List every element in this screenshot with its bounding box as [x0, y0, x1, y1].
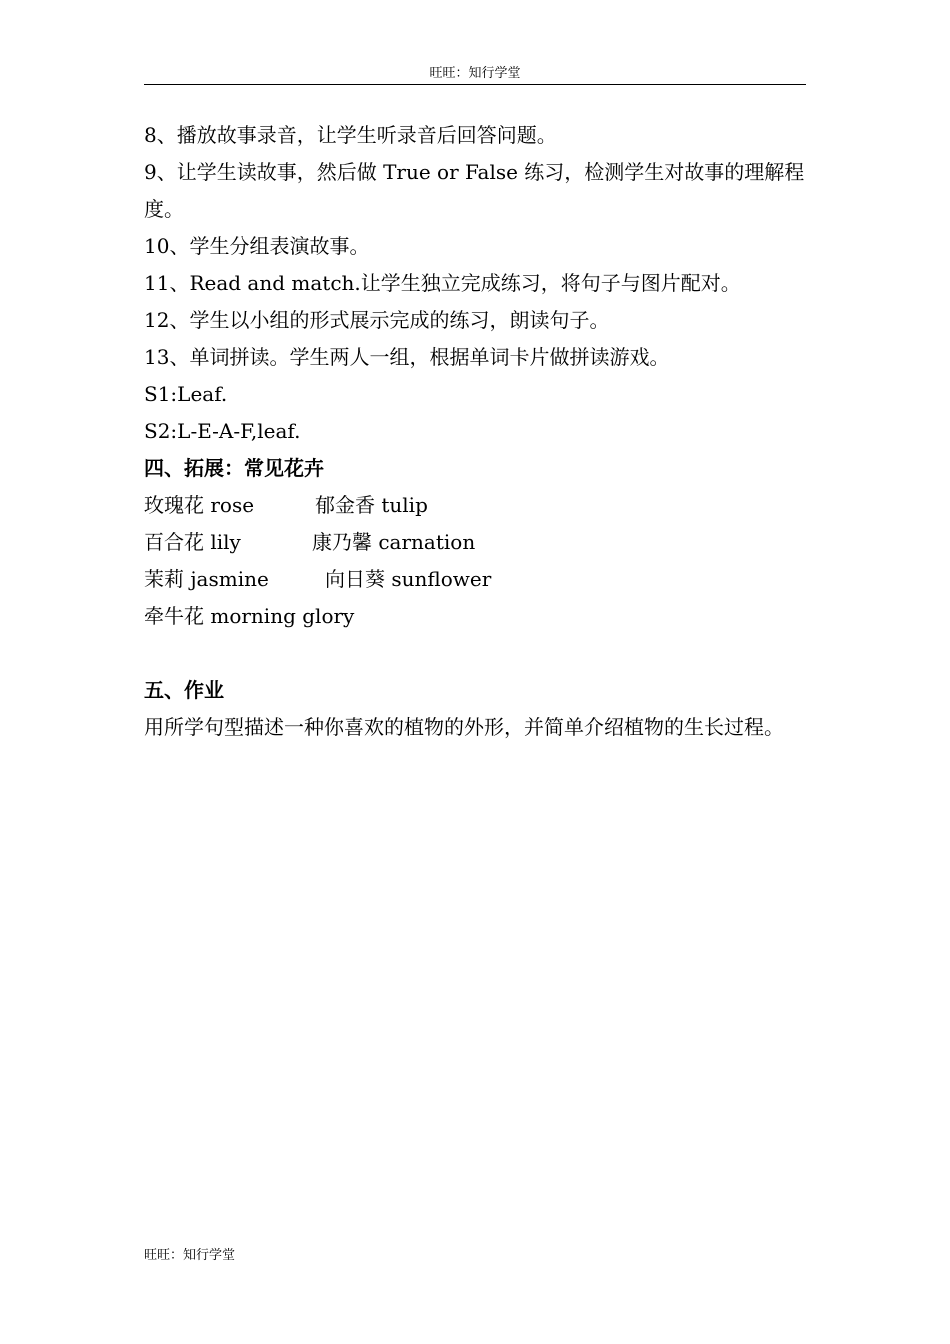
dialogue-s2: S2:L-E-A-F,leaf. [144, 419, 301, 443]
flower-row [144, 524, 806, 561]
flower-carnation: 康乃馨 carnation [312, 530, 476, 554]
flower-sunflower: 向日葵 sunflower [325, 567, 492, 591]
step-9: 9、让学生读故事，然后做 True or False 练习，检测学生对故事的理解程度。 [144, 160, 805, 221]
step-8: 8、播放故事录音，让学生听录音后回答问题。 [144, 123, 557, 147]
step-12: 12、学生以小组的形式展示完成的练习，朗读句子。 [144, 308, 610, 332]
extension-heading: 四、拓展：常见花卉 [144, 456, 324, 480]
blank-line [144, 635, 806, 672]
flower-lily: 百合花 lily [144, 530, 241, 554]
flower-row [144, 487, 806, 524]
flower-row [144, 561, 806, 598]
step-11: 11、Read and match.让学生独立完成练习，将句子与图片配对。 [144, 271, 741, 295]
header-text: 旺旺：知行学堂 [429, 66, 521, 81]
footer-text: 旺旺：知行学堂 [144, 1248, 236, 1263]
flower-tulip: 郁金香 tulip [315, 493, 428, 517]
flower-row [144, 598, 806, 635]
homework-text: 用所学句型描述一种你喜欢的植物的外形，并简单介绍植物的生长过程。 [144, 715, 784, 739]
page-footer [144, 1248, 235, 1264]
dialogue-s1: S1:Leaf. [144, 382, 228, 406]
flower-morning-glory: 牵牛花 morning glory [144, 604, 355, 628]
flower-jasmine: 茉莉 jasmine [144, 567, 269, 591]
step-10: 10、学生分组表演故事。 [144, 234, 370, 258]
page-header [144, 66, 806, 85]
step-13: 13、单词拼读。学生两人一组，根据单词卡片做拼读游戏。 [144, 345, 670, 369]
homework-heading: 五、作业 [144, 678, 224, 702]
flower-rose: 玫瑰花 rose [144, 493, 255, 517]
document-body [144, 117, 806, 746]
